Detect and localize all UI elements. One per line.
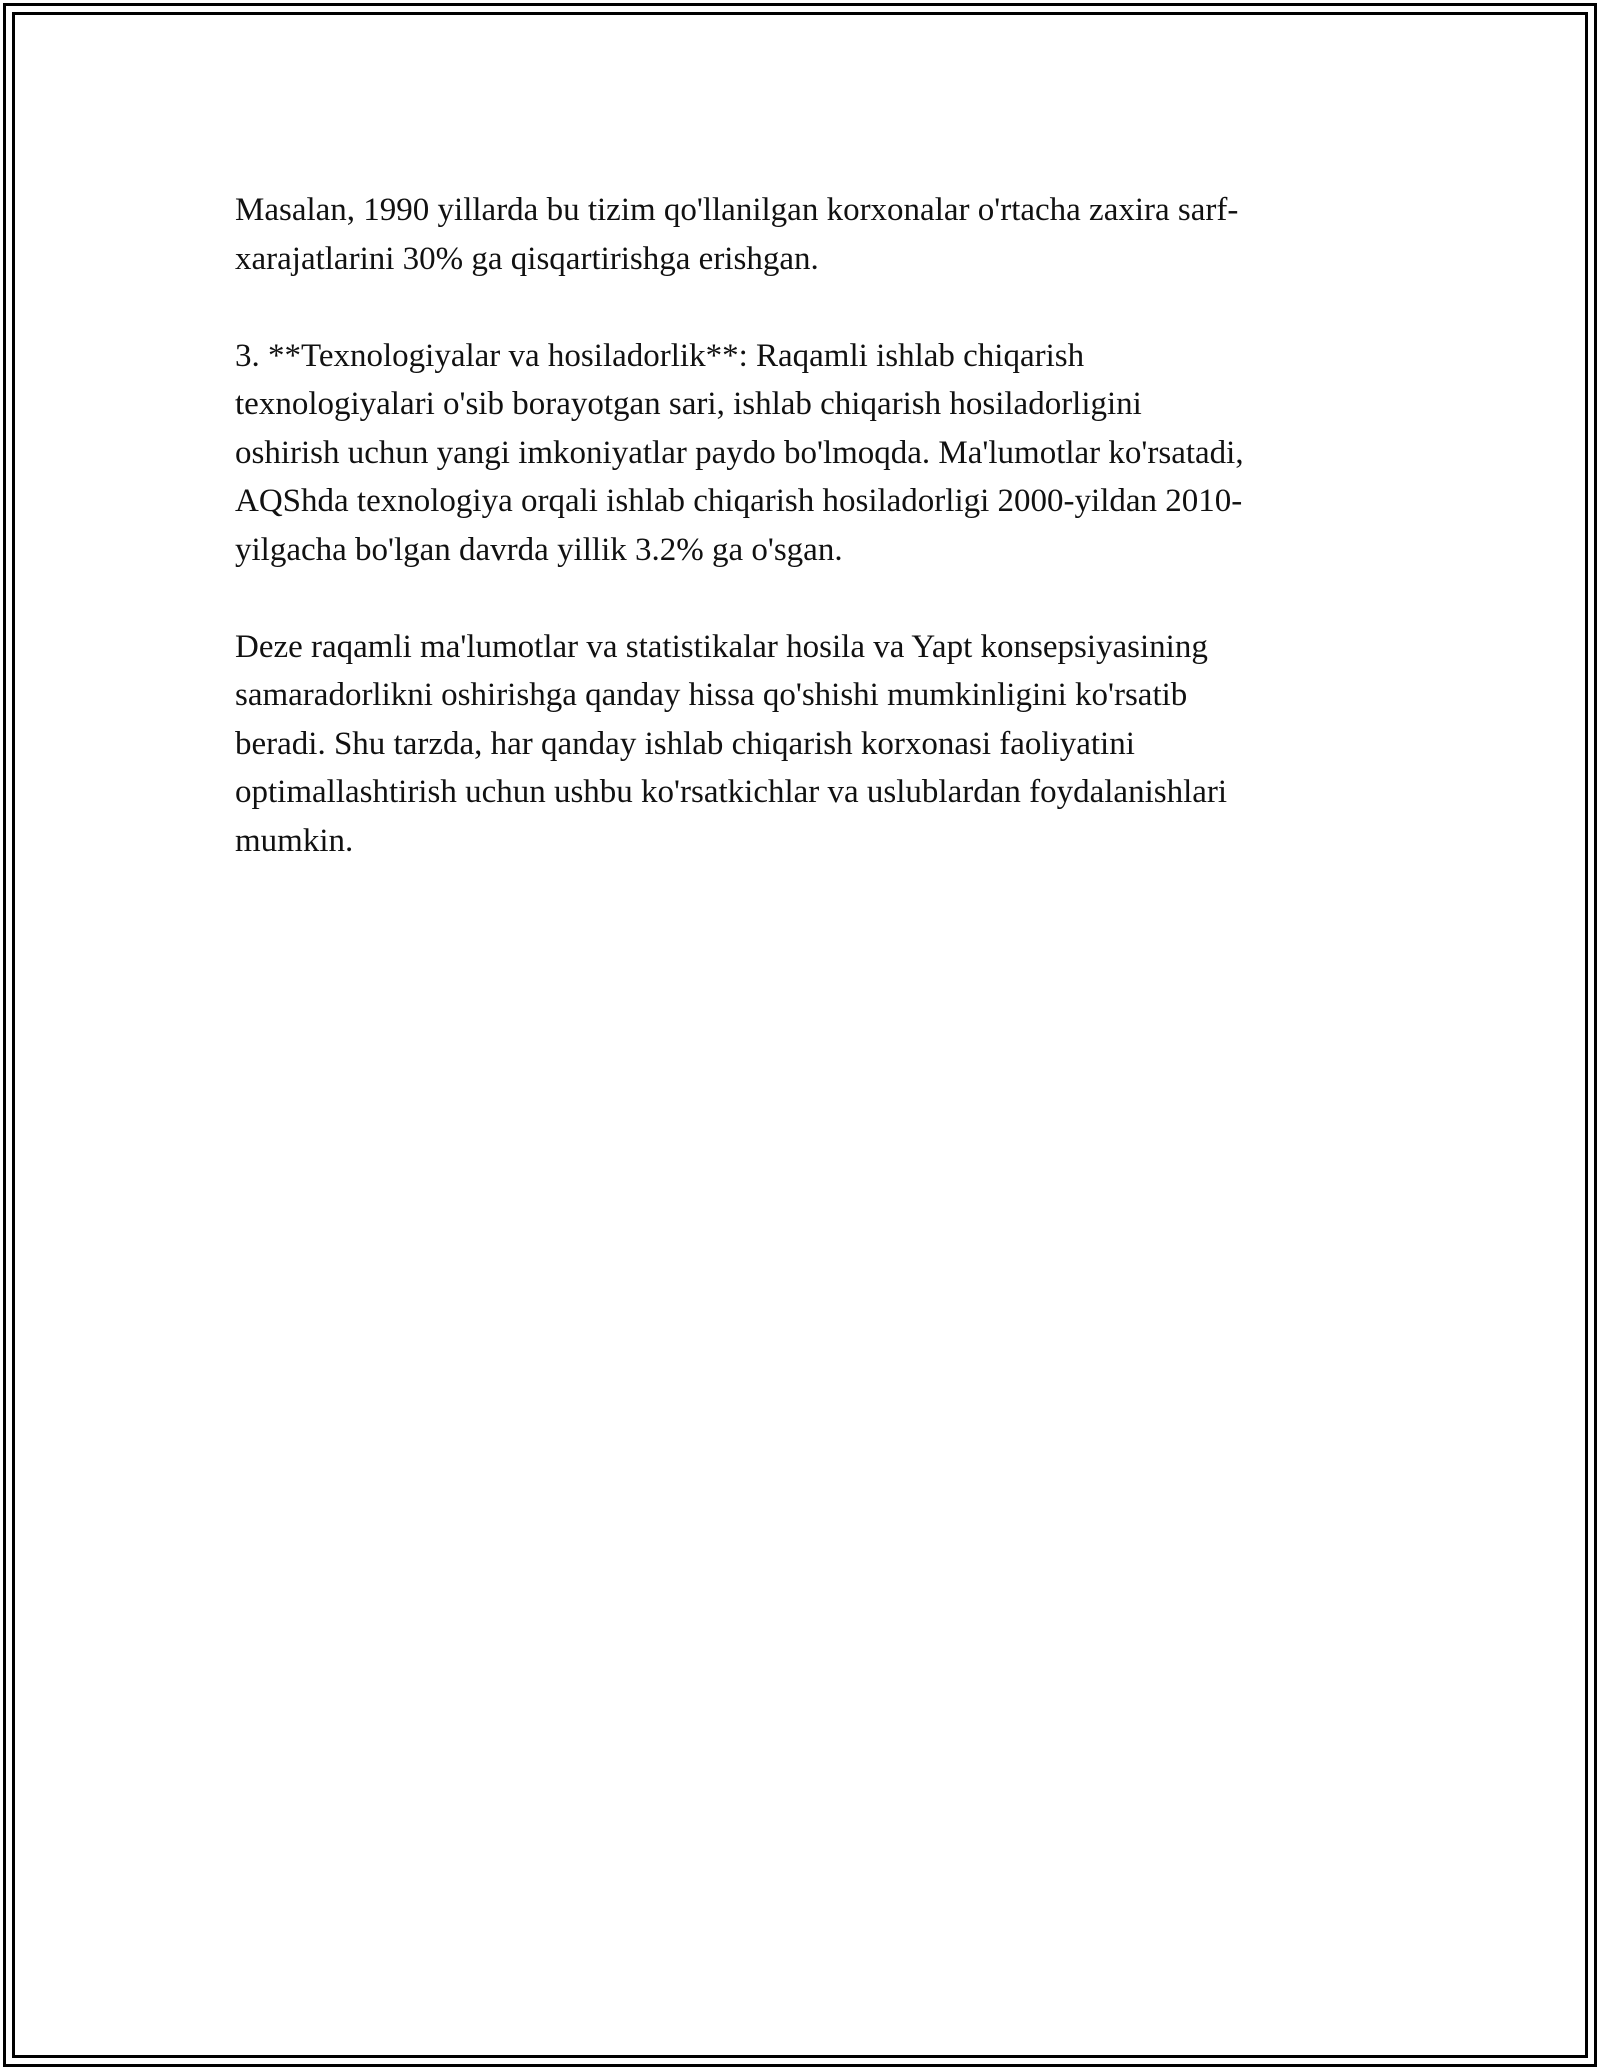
document-body	[235, 186, 1365, 914]
paragraph-technology-productivity: 3. **Texnologiyalar va hosiladorlik**: Raqamli ishlab chiqarish texnologiyalari o'sib borayotgan sari, ishlab chiqarish hosiladorligini oshirish uchun yangi imkoniyatlar paydo bo'lmoqda. Ma'lumotlar ko'rsatadi, AQShda texnologiya orqali ishlab chiqarish hosiladorligi 2000-yildan 2010- yilgacha bo'lgan davrda yillik 3.2% ga o'sgan.	[235, 337, 1244, 568]
paragraph-conclusion: Deze raqamli ma'lumotlar va statistikalar hosila va Yapt konsepsiyasining samaradorlikni oshirishga qanday hissa qo'shishi mumkinligini ko'rsatib beradi. Shu tarzda, har qanday ishlab chiqarish korxonasi faoliyatini optimallashtirish uchun ushbu ko'rsatkichlar va uslublardan foydalanishlari mumkin.	[235, 628, 1228, 859]
paragraph-inventory-costs: Masalan, 1990 yillarda bu tizim qo'llanilgan korxonalar o'rtacha zaxira sarf- xarajatlarini 30% ga qisqartirishga erishgan.	[235, 192, 1239, 277]
